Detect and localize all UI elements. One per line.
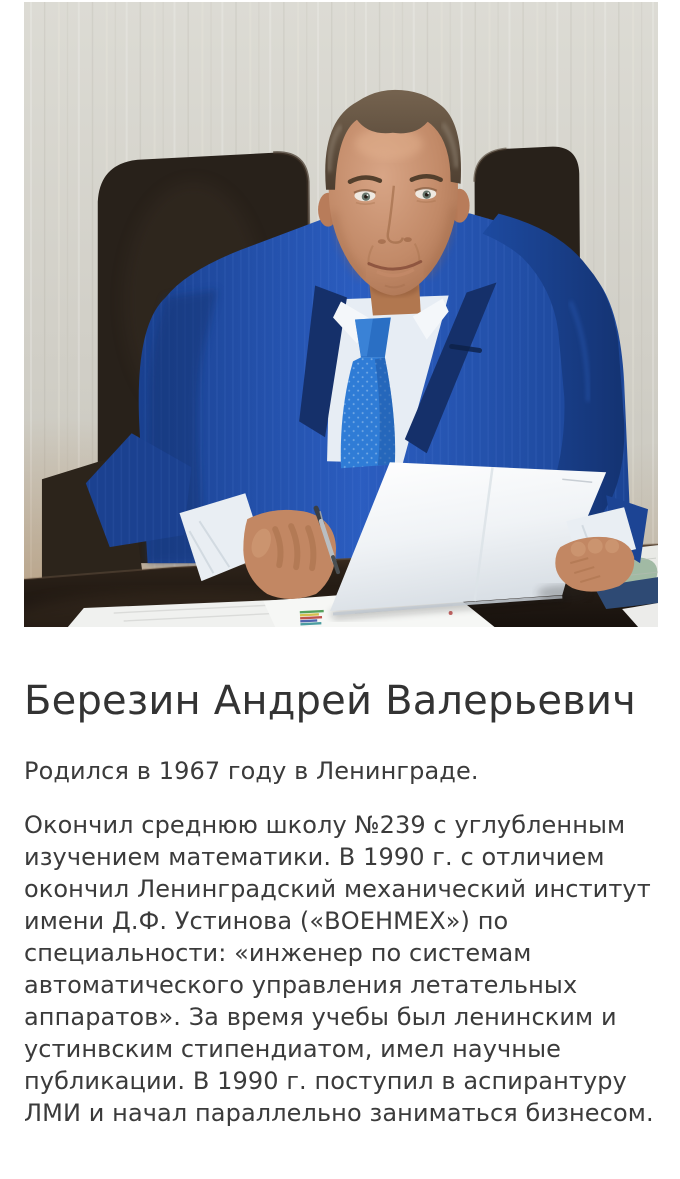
bio-education-paragraph: Окончил среднюю школу №239 с углубленным изучением математики. В 1990 г. с отличием окончил Ленинградский механический институт имени Д.Ф. Устинова («ВОЕНМЕХ») по специальности: «инженер по системам автоматического управления летательных аппаратов». За время учебы был ленинским и устинвским стипендиатом, имел научные публикации. В 1990 г. поступил в аспирантуру ЛМИ и начал параллельно заниматься бизнесом. [24,811,654,1127]
portrait-photo-svg [24,2,658,627]
bio-birth-paragraph: Родился в 1967 году в Ленинграде. [24,757,479,785]
portrait-photo [24,2,658,627]
mini-chart [300,610,325,626]
page-title: Березин Андрей Валерьевич [24,678,636,724]
